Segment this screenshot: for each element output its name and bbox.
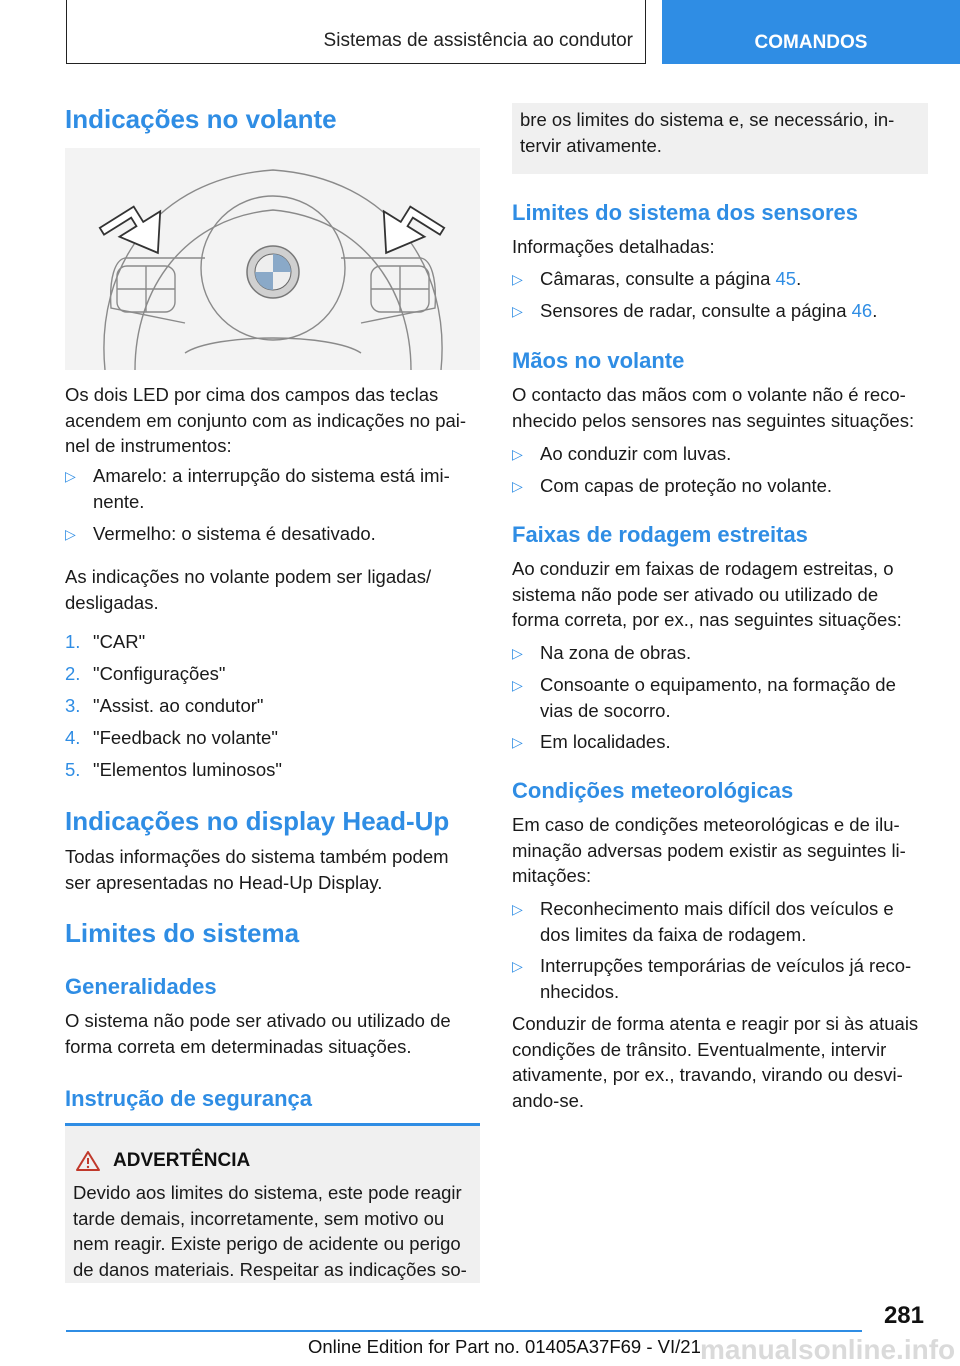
text-line: Em localidades. <box>540 731 671 752</box>
step-text: "Feedback no volante" <box>93 727 278 748</box>
step-text: "Assist. ao condutor" <box>93 695 264 716</box>
list-item <box>512 729 928 755</box>
text-line: Vermelho: o sistema é desativado. <box>93 523 376 544</box>
footer-divider <box>66 1330 862 1332</box>
text-line: O contacto das mãos com o volante não é reco- <box>512 384 906 405</box>
section-title: Sistemas de assistência ao condutor <box>323 30 633 51</box>
text-line: mitações: <box>512 865 592 886</box>
step-item <box>65 629 480 655</box>
text-line: nem reagir. Existe perigo de acidente ou perigo <box>73 1233 461 1254</box>
text-line: forma correta, por ex., nas seguintes situações: <box>512 609 902 630</box>
warning-title: ADVERTÊNCIA <box>113 1150 251 1171</box>
step-item <box>65 757 480 783</box>
triangle-bullet-icon: ▷ <box>512 271 523 287</box>
triangle-bullet-icon: ▷ <box>512 645 523 661</box>
step-number: 5. <box>65 759 81 780</box>
edition-text: Online Edition for Part no. 01405A37F69 - VI/21 <box>308 1336 701 1357</box>
text-line: nhecidos. <box>540 980 620 1002</box>
watermark: manualsonline.info <box>700 1334 956 1365</box>
list-item <box>512 473 928 499</box>
text-line: ando-se. <box>512 1089 584 1111</box>
text-line: Consoante o equipamento, na formação de <box>540 674 896 695</box>
warning-box-continuation <box>512 103 928 174</box>
chapter-tab <box>662 0 960 64</box>
text-line: Com capas de proteção no volante. <box>540 475 833 496</box>
triangle-bullet-icon: ▷ <box>65 468 76 484</box>
heading-faixas: Faixas de rodagem estreitas <box>512 522 808 547</box>
text-line: nhecido pelos sensores nas seguintes situações: <box>512 409 915 431</box>
list-item <box>512 266 928 292</box>
text-line: bre os limites do sistema e, se necessário, in- <box>520 109 895 130</box>
heading-limites: Limites do sistema <box>65 918 300 948</box>
list-item <box>65 463 480 515</box>
list-item <box>512 298 928 324</box>
triangle-bullet-icon: ▷ <box>512 734 523 750</box>
list-item <box>512 953 928 1005</box>
text-line: Em caso de condições meteorológicas e de ilu- <box>512 814 900 835</box>
step-number: 3. <box>65 695 81 716</box>
text-punctuation: . <box>872 300 878 321</box>
text-line: sistema não pode ser ativado ou utilizado de <box>512 583 879 605</box>
list-item <box>512 441 928 467</box>
triangle-bullet-icon: ▷ <box>512 958 523 974</box>
sensores-paragraph: Informações detalhadas: <box>512 236 715 257</box>
text-line: vias de socorro. <box>540 699 671 721</box>
step-item <box>65 725 480 751</box>
text-line: Conduzir de forma atenta e reagir por si às atuais <box>512 1013 919 1034</box>
triangle-bullet-icon: ▷ <box>512 446 523 462</box>
heading-meteo: Condições meteorológicas <box>512 778 794 803</box>
text-line: Amarelo: a interrupção do sistema está imi- <box>93 465 450 486</box>
text-line: Ao conduzir em faixas de rodagem estreitas, o <box>512 558 894 579</box>
text-line: minação adversas podem existir as seguintes li- <box>512 839 906 861</box>
led-paragraph <box>65 382 480 459</box>
text-line: tervir ativamente. <box>520 134 662 156</box>
text-line: Ao conduzir com luvas. <box>540 443 732 464</box>
text-line: de danos materiais. Respeitar as indicações so- <box>73 1258 467 1280</box>
meteo-paragraph <box>512 812 928 889</box>
text-line: acendem em conjunto com as indicações no pai- <box>65 409 467 431</box>
text-line: ativamente, por ex., travando, virando ou desvi- <box>512 1064 903 1085</box>
text-line: desligadas. <box>65 591 159 613</box>
toggle-paragraph <box>65 564 480 615</box>
text-line: dos limites da faixa de rodagem. <box>540 923 807 945</box>
final-paragraph <box>512 1011 928 1113</box>
text-line: O sistema não pode ser ativado ou utilizado de <box>65 1010 451 1031</box>
page-header <box>66 0 646 64</box>
step-text: "Elementos luminosos" <box>93 759 282 780</box>
triangle-bullet-icon: ▷ <box>512 677 523 693</box>
text-line: tarde demais, incorretamente, sem motivo ou <box>73 1207 445 1229</box>
text-line: Reconhecimento mais difícil dos veículos e <box>540 898 894 919</box>
chapter-tab-label: COMANDOS <box>754 32 868 53</box>
warning-triangle-icon <box>75 1150 101 1172</box>
triangle-bullet-icon: ▷ <box>512 303 523 319</box>
step-text: "CAR" <box>93 631 146 652</box>
list-item <box>65 521 480 547</box>
steering-wheel-drawing <box>65 148 480 370</box>
page-number: 281 <box>883 1302 924 1329</box>
triangle-bullet-icon: ▷ <box>65 526 76 542</box>
text-line: nel de instrumentos: <box>65 435 232 456</box>
heading-generalidades: Generalidades <box>65 974 217 999</box>
step-number: 4. <box>65 727 81 748</box>
warning-box <box>65 1123 480 1283</box>
text-line: forma correta em determinadas situações. <box>65 1035 412 1057</box>
text-line: As indicações no volante podem ser ligadas/ <box>65 566 432 587</box>
text-punctuation: . <box>796 268 802 289</box>
step-number: 1. <box>65 631 81 652</box>
page-link[interactable]: 45 <box>775 268 797 289</box>
text-line: nente. <box>93 490 145 512</box>
text-line: Na zona de obras. <box>540 642 692 663</box>
maos-paragraph <box>512 382 928 433</box>
text-line: condições de trânsito. Eventualmente, intervir <box>512 1038 887 1060</box>
triangle-bullet-icon: ▷ <box>512 478 523 494</box>
text-line: Interrupções temporárias de veículos já reco- <box>540 955 912 976</box>
text-line: Todas informações do sistema também podem <box>65 846 449 867</box>
text-line: Sensores de radar, consulte a página <box>540 300 852 321</box>
triangle-bullet-icon: ▷ <box>512 901 523 917</box>
step-item <box>65 661 480 687</box>
heading-indicacoes-volante: Indicações no volante <box>65 104 337 134</box>
text-line: Devido aos limites do sistema, este pode reagir <box>73 1182 462 1203</box>
step-number: 2. <box>65 663 81 684</box>
warning-continuation-text <box>520 107 925 158</box>
list-item <box>512 672 928 724</box>
steering-wheel-illustration <box>65 148 480 370</box>
text-line: ser apresentadas no Head-Up Display. <box>65 871 383 893</box>
page-link[interactable]: 46 <box>851 300 873 321</box>
list-item <box>512 896 928 948</box>
text-line: Câmaras, consulte a página <box>540 268 776 289</box>
heading-sensores: Limites do sistema dos sensores <box>512 200 859 225</box>
heading-seguranca: Instrução de segurança <box>65 1086 312 1111</box>
generalidades-paragraph <box>65 1008 480 1059</box>
heading-hud: Indicações no display Head-Up <box>65 806 450 836</box>
hud-paragraph <box>65 844 480 895</box>
list-item <box>512 640 928 666</box>
step-item <box>65 693 480 719</box>
step-text: "Configurações" <box>93 663 226 684</box>
warning-text <box>73 1180 478 1282</box>
faixas-paragraph <box>512 556 928 633</box>
heading-maos: Mãos no volante <box>512 348 685 373</box>
text-line: Os dois LED por cima dos campos das teclas <box>65 384 439 405</box>
